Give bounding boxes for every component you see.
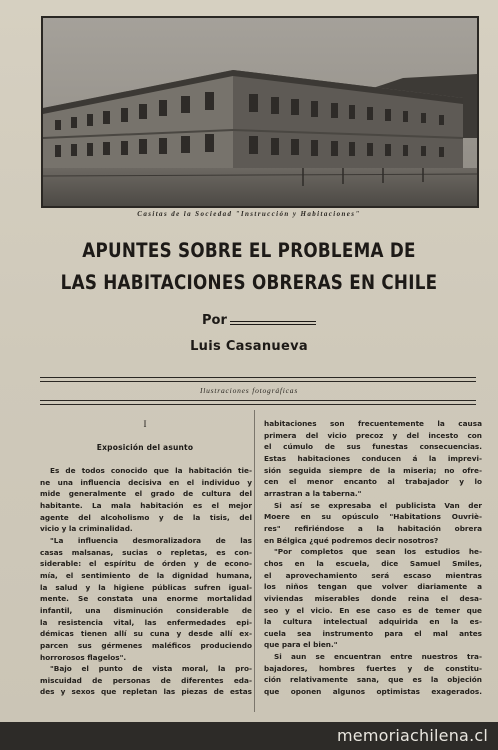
text-line: que para el bien." (264, 640, 338, 650)
text-line: vicio y la criminalidad. (40, 524, 133, 534)
text-line: seo y el vicio. En ese caso es de temer que (264, 605, 482, 615)
text-line: "Por completos que sean los estudios he- (274, 547, 482, 557)
illustrations-note: Ilustraciones fotográficas (199, 386, 299, 395)
text-line: el cúmulo de sus funestas consecuencias. (264, 442, 482, 452)
text-line: agente del alcoholismo y de la tisis, del (40, 512, 252, 522)
divider-rule (40, 400, 476, 401)
text-line: en Bélgica ¿qué podremos decir nosotros? (264, 535, 439, 545)
text-line: Si así se expresaba el publicista Van der (274, 500, 482, 510)
text-line: siderable: el espíritu de órden y de econo- (40, 559, 252, 569)
text-line: arrastran a la taberna." (264, 488, 362, 498)
text-line: miscuidad de personas de diferentes eda- (40, 675, 252, 685)
text-line: Si aun se encuentran entre nuestros tra- (274, 652, 482, 662)
byline-label: Por (202, 313, 227, 328)
text-line: chos en la escuela, dice Samuel Smiles, (264, 558, 482, 568)
text-line: habitante. La mala habitación es el mejor (40, 500, 252, 510)
text-line: mide generalmente el grado de cultura del (40, 489, 252, 499)
divider-rule (40, 381, 476, 382)
text-line: Es de todos conocido que la habitación tie- (50, 466, 252, 475)
building-photo-illustration (43, 18, 477, 206)
text-line: los niños tengan que volver diariamente a (264, 582, 482, 592)
divider-rule (40, 404, 476, 405)
text-line: casas malsanas, sucias o repletas, es con- (40, 547, 252, 557)
section-title: Exposición del asunto (96, 443, 194, 452)
building-photograph (41, 16, 479, 208)
section-number: I (143, 419, 147, 429)
text-line: primera del vicio precoz y del incesto con (264, 430, 482, 440)
left-column-text (40, 465, 252, 698)
article-title-line-1: APUNTES SOBRE EL PROBLEMA DE (82, 239, 416, 262)
text-line: viviendas miserables donde reina el desa- (264, 593, 482, 603)
text-line: habitaciones son frecuentemente la causa (264, 419, 482, 428)
text-line: "La influencia desmoralizadora de las (50, 535, 252, 545)
text-line: la salud y la higiene públicas sufren igual- (40, 582, 252, 592)
site-watermark: memoriachilena.cl (337, 726, 488, 745)
text-line: infantil, una disminución considerable de (40, 605, 252, 615)
text-line: Estas habitaciones conducen á la imprevi- (264, 453, 482, 463)
text-line: res" refiriéndose a la habitación obrera (264, 523, 482, 533)
text-line: des y sexos que repletan las piezas de estas (40, 687, 252, 697)
text-line: ción relativamente sana, que es la objeción (264, 675, 482, 685)
text-line: sión seguida siempre de la miseria; no ofre- (264, 465, 482, 475)
text-line: la cultura intelectual adquirida en la es- (264, 617, 482, 627)
byline-rule (230, 321, 316, 325)
text-line: "Bajo el punto de vista moral, la pro- (50, 664, 252, 674)
text-line: mía, el sentimiento de la dignidad humana, (40, 570, 252, 580)
text-line: Moere en su opúsculo "Habitations Ouvriè- (264, 512, 482, 522)
text-line: el aprovechamiento será escaso mientras (264, 570, 482, 580)
text-line: ne una influencia decisiva en el individuo y (40, 477, 252, 487)
text-line: parcen sus gérmenes maléficos produciendo (40, 640, 252, 650)
footer-bar (0, 722, 498, 750)
text-line: cen el menor encanto al trabajador y lo (264, 477, 482, 487)
divider-rule (40, 377, 476, 378)
text-line: mente. Se constata una enorme mortalidad (40, 594, 252, 604)
article-title-line-2: LAS HABITACIONES OBRERAS EN CHILE (60, 271, 438, 294)
author-name: Luis Casanueva (190, 339, 308, 354)
text-line: horrorosos flagelos". (40, 652, 127, 662)
text-line: démicas tienen allí su cuna y desde allí ex- (40, 629, 252, 639)
text-line: cuela sea instrumento para el mal antes (264, 628, 482, 638)
text-line: la resistencia vital, las enfermedades epi- (40, 617, 252, 627)
right-column-text (264, 418, 482, 698)
photo-caption: Casitas de la Sociedad "Instrucción y Habitaciones" (137, 210, 361, 218)
column-divider (254, 410, 255, 712)
text-line: bajadores, hombres fuertes y de constitu- (264, 663, 482, 673)
text-line: que oponen algunos optimistas exagerados. (264, 687, 482, 697)
